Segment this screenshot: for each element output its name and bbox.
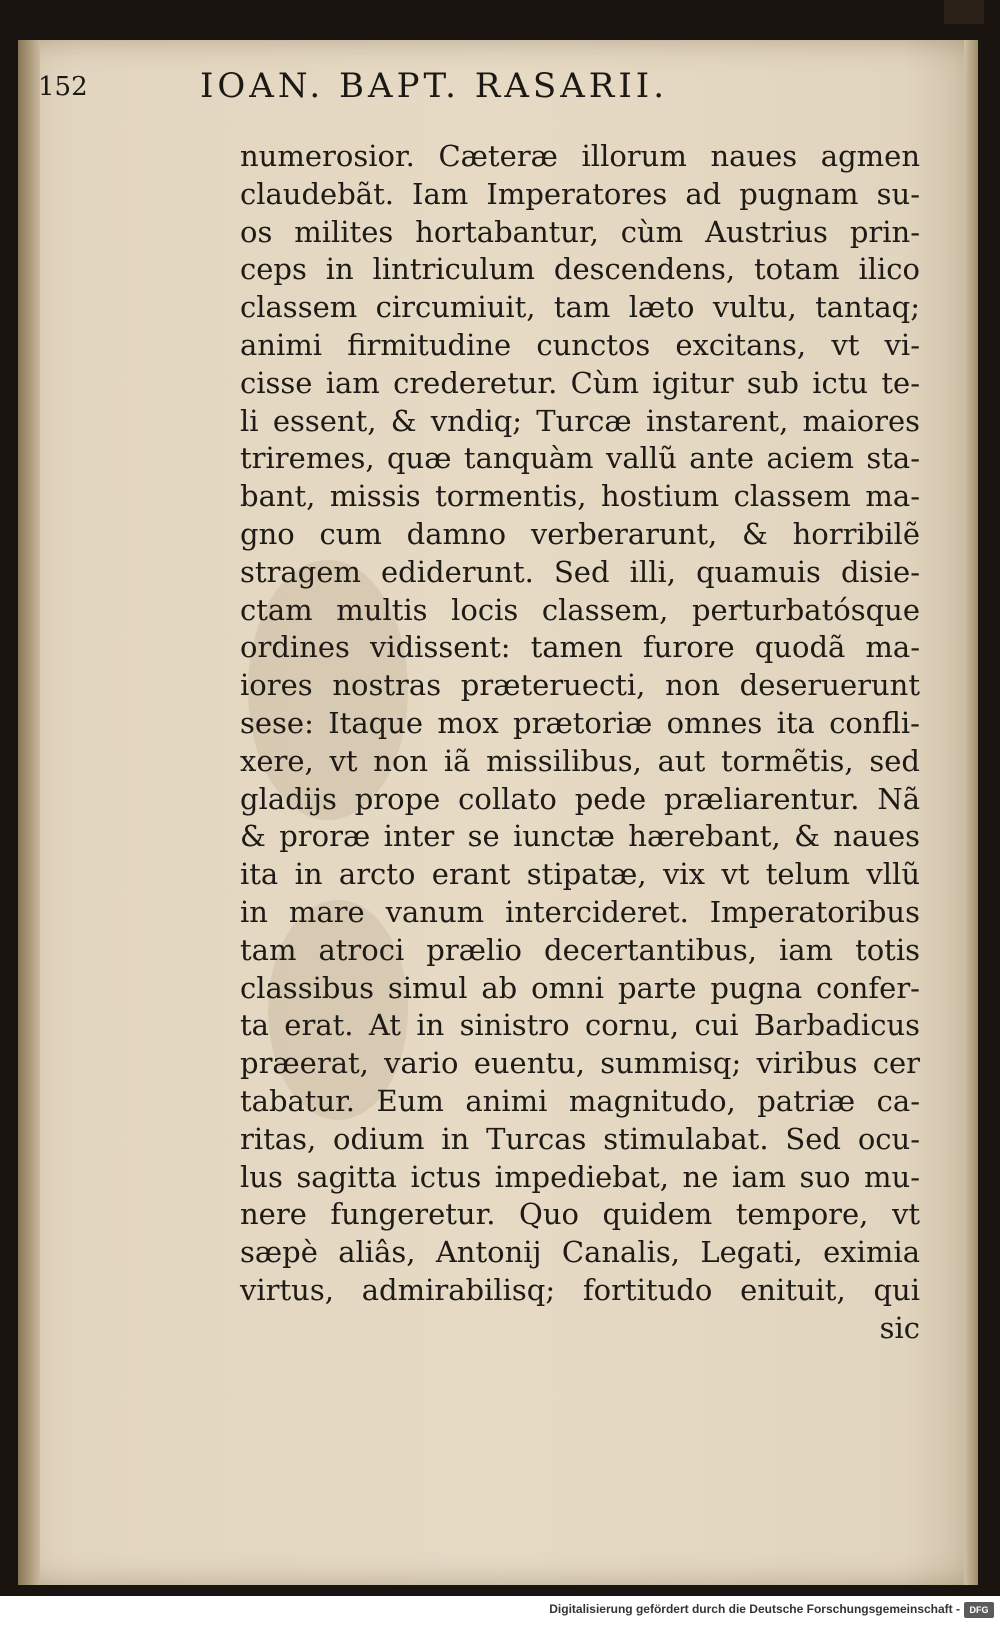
text-line: sæpè aliâs, Antonij Canalis, Legati, eximia: [240, 1235, 920, 1270]
text-line: gladijs prope collato pede præliarentur. Nã: [240, 781, 920, 816]
text-line: stragem ediderunt. Sed illi, quamuis disie-: [240, 554, 920, 589]
text-line: numerosior. Cæteræ illorum naues agmen: [240, 139, 920, 173]
page-number: 152: [38, 72, 88, 102]
footer-bar: [0, 1596, 1000, 1626]
body-text: [240, 138, 920, 1348]
text-line: animi firmitudine cunctos excitans, vt vi-: [240, 327, 920, 362]
text-line: classem circumiuit, tam læto vultu, tantaq;: [240, 290, 920, 325]
text-line: præerat, vario euentu, summisq; viribus cer: [240, 1046, 920, 1081]
text-line: ta erat. At in sinistro cornu, cui Barbadicus: [240, 1008, 920, 1043]
text-line: ritas, odium in Turcas stimulabat. Sed ocu-: [240, 1121, 920, 1156]
text-line: in mare vanum intercideret. Imperatoribus: [240, 894, 920, 929]
text-line: li essent, & vndiq; Turcæ instarent, maiores: [240, 403, 920, 438]
footer-credit: Digitalisierung gefördert durch die Deutsche Forschungsgemeinschaft -: [549, 1602, 960, 1616]
text-line: claudebãt. Iam Imperatores ad pugnam su-: [240, 176, 920, 211]
binding-corner: [944, 0, 984, 24]
text-line: ordines vidissent: tamen furore quodã ma-: [240, 630, 920, 665]
page-edge-right: [964, 40, 978, 1585]
text-line: lus sagitta ictus impediebat, ne iam suo mu-: [240, 1159, 920, 1194]
text-line: sese: Itaque mox prætoriæ omnes ita confli-: [240, 705, 920, 740]
text-line: tam atroci prælio decertantibus, iam totis: [240, 932, 920, 967]
text-line: os milites hortabantur, cùm Austrius prin-: [240, 214, 920, 249]
page-gutter-left: [18, 40, 40, 1585]
text-line: gno cum damno verberarunt, & horribilẽ: [240, 516, 920, 551]
text-line: ceps in lintriculum descendens, totam ilico: [240, 252, 920, 287]
text-line: iores nostras præteruecti, non deseruerunt: [240, 668, 920, 703]
text-line: & proræ inter se iunctæ hærebant, & naues: [240, 819, 920, 854]
text-line: cisse iam crederetur. Cùm igitur sub ictu te-: [240, 365, 920, 400]
text-line: tabatur. Eum animi magnitudo, patriæ ca-: [240, 1083, 920, 1118]
text-line: xere, vt non iã missilibus, aut tormẽtis, sed: [240, 743, 920, 778]
text-line: ctam multis locis classem, perturbatósque: [240, 592, 920, 627]
dfg-logo-icon: DFG: [964, 1602, 994, 1618]
text-line: triremes, quæ tanquàm vallũ ante aciem sta-: [240, 441, 920, 476]
running-head-container: [200, 66, 860, 116]
text-line: nere fungeretur. Quo quidem tempore, vt: [240, 1197, 920, 1232]
text-line: ita in arcto erant stipatæ, vix vt telum vllũ: [240, 857, 920, 892]
text-line: bant, missis tormentis, hostium classem ma-: [240, 479, 920, 514]
text-line: virtus, admirabilisq; fortitudo enituit, qui: [240, 1272, 920, 1307]
running-head: IOAN. BAPT. RASARII.: [200, 66, 669, 106]
text-line: classibus simul ab omni parte pugna confer-: [240, 970, 920, 1005]
catchword: sic: [879, 1310, 920, 1345]
